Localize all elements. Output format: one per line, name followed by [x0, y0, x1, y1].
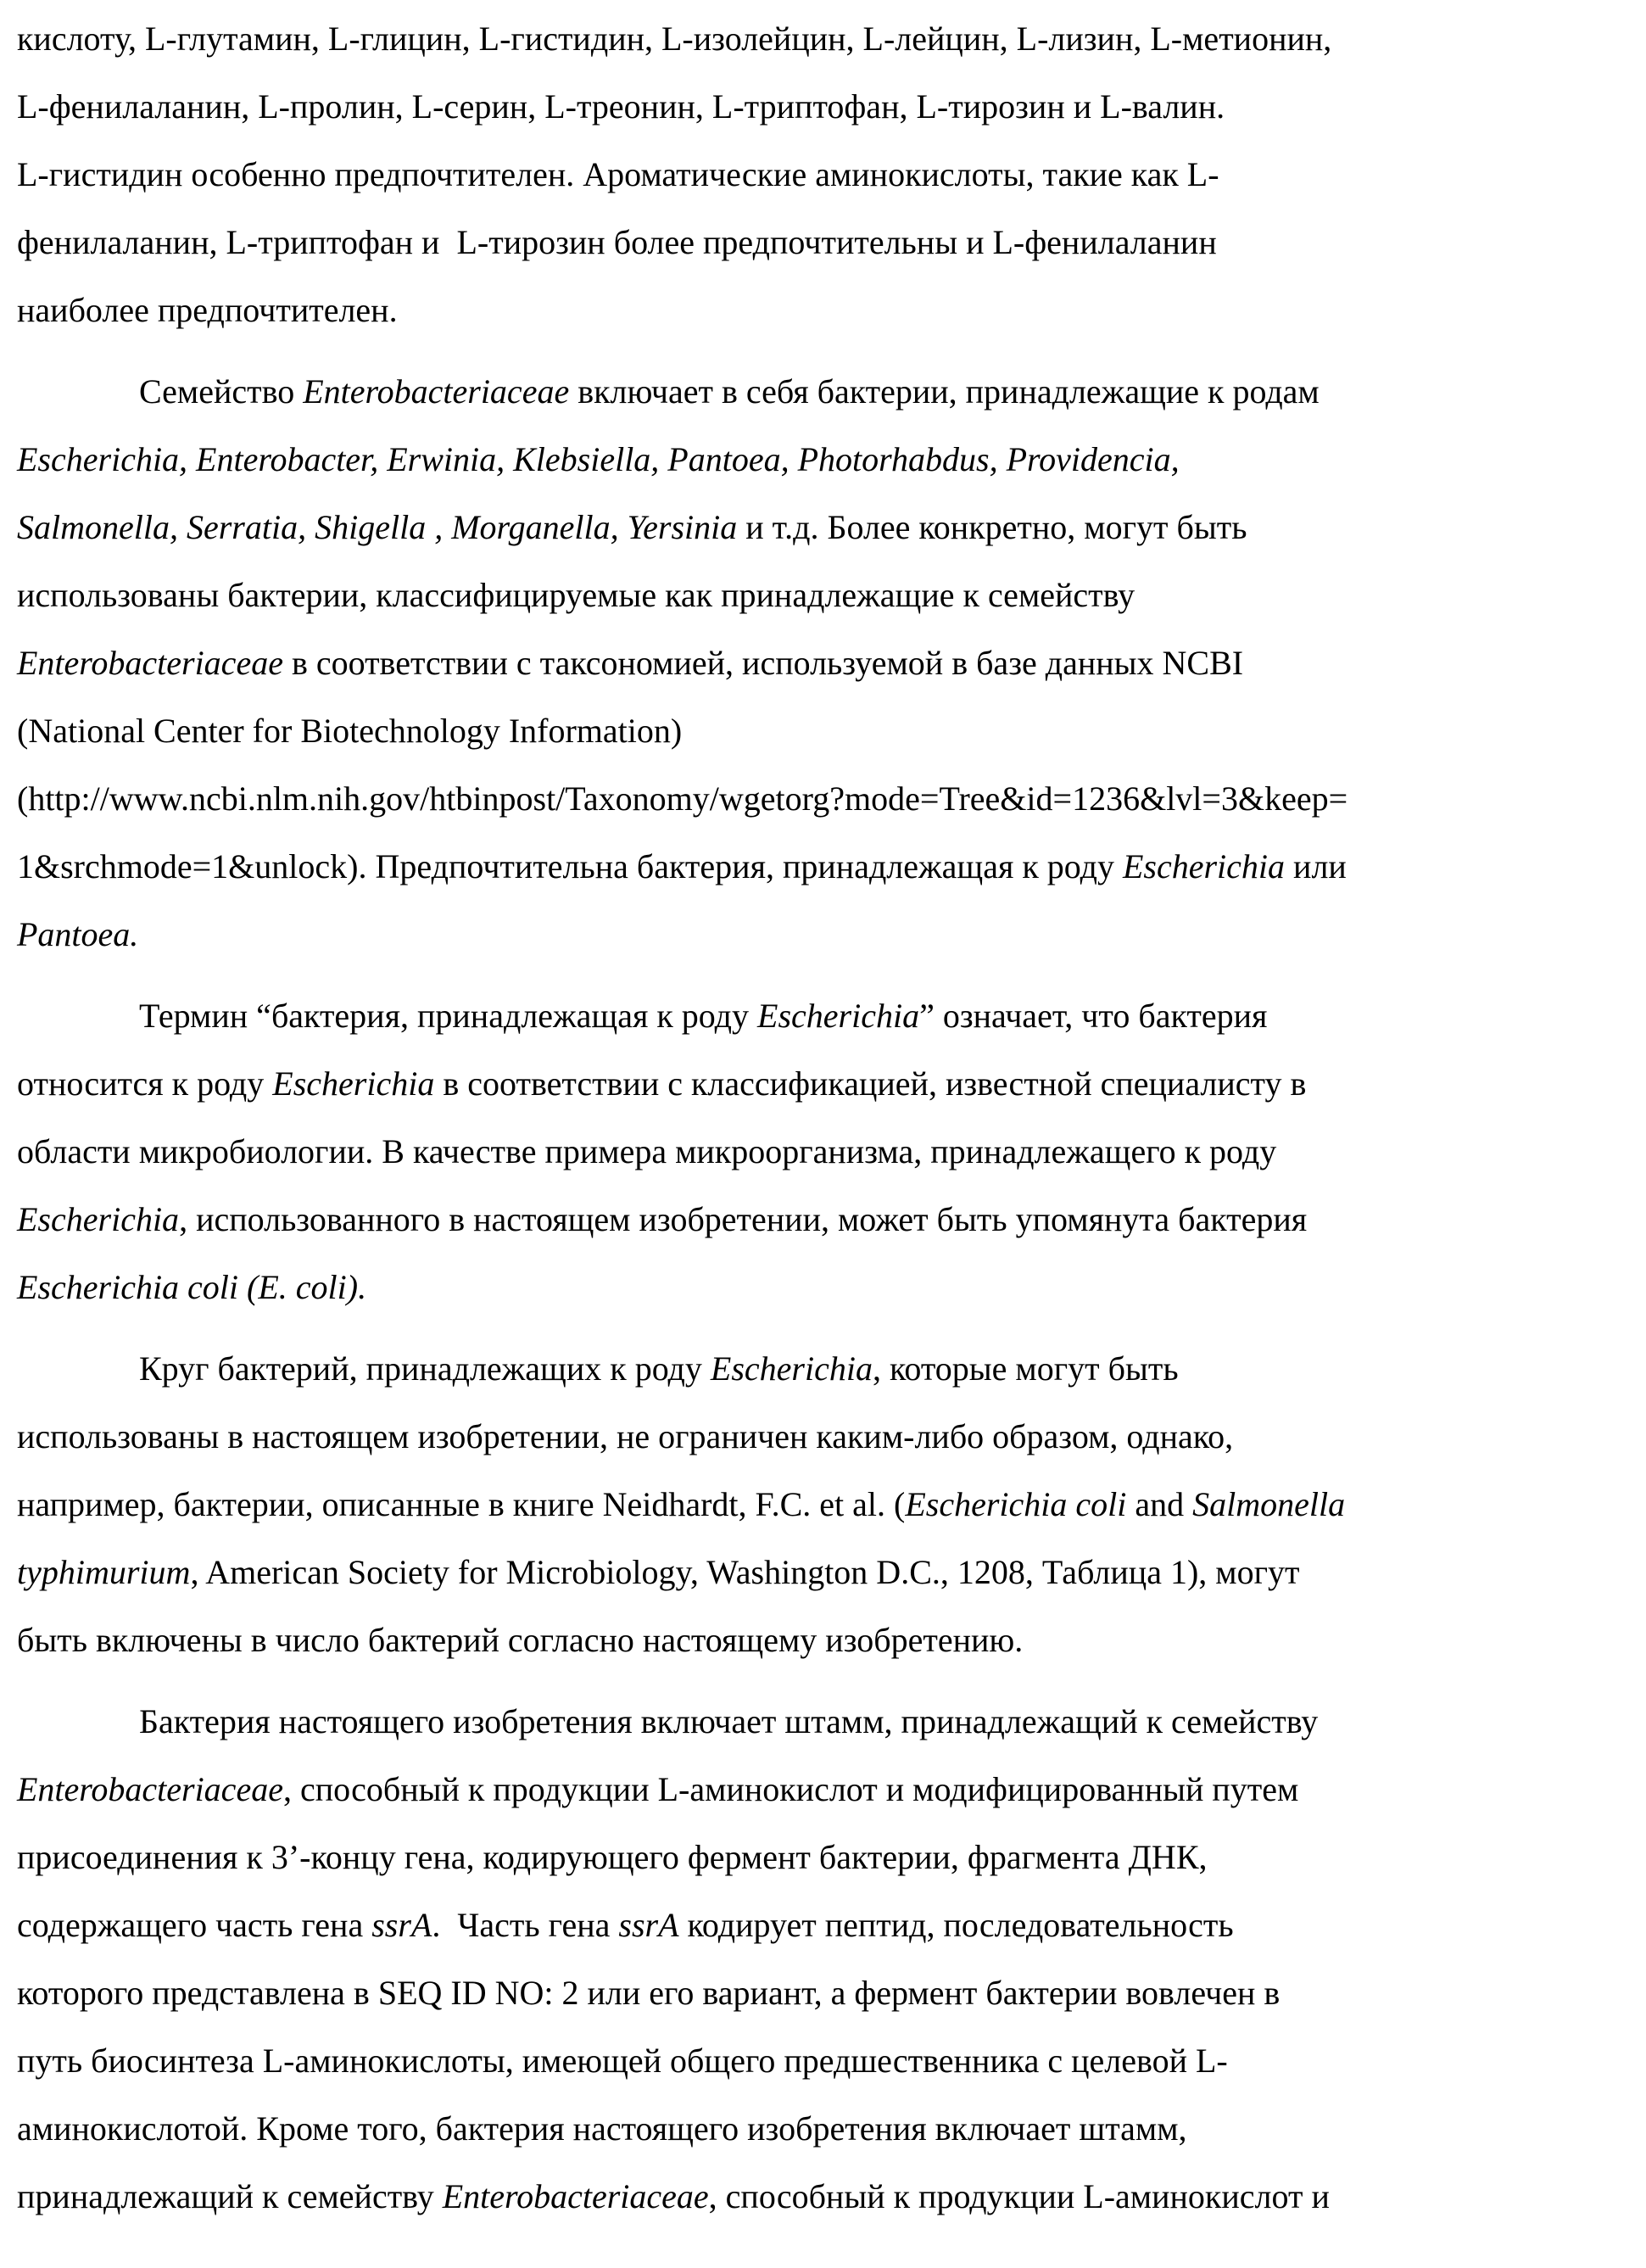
italic-text: Enterobacteriaceae	[303, 372, 569, 411]
text-line	[17, 697, 1641, 765]
italic-text: typhimurium	[17, 1553, 190, 1591]
paragraph	[17, 5, 1641, 344]
text-line	[17, 1824, 1641, 1891]
text-line	[17, 1539, 1641, 1606]
text-line	[17, 277, 1641, 344]
italic-text: Escherichia coli (E. coli).	[17, 1268, 366, 1306]
text-segment: например, бактерии, описанные в книге Neidhardt, F.C. et al. (	[17, 1485, 905, 1523]
text-segment: кодирует пептид, последовательность	[679, 1906, 1234, 1944]
text-segment: быть включены в число бактерий согласно настоящему изобретению.	[17, 1621, 1023, 1659]
text-line	[17, 1254, 1641, 1321]
italic-text: Escherichia	[272, 1064, 434, 1103]
paragraph	[17, 1688, 1641, 2231]
text-line	[17, 141, 1641, 209]
text-segment: в соответствии с классификацией, известной специалисту в	[434, 1064, 1306, 1103]
text-segment: фенилаланин, L-триптофан и L-тирозин более предпочтительны и L-фенилаланин	[17, 223, 1217, 261]
italic-text: Enterobacteriaceae	[443, 2177, 709, 2215]
text-segment: принадлежащий к семейству	[17, 2177, 443, 2215]
text-segment: и т.д. Более конкретно, могут быть	[737, 508, 1247, 546]
text-segment: в соответствии с таксономией, используемой в базе данных NCBI	[283, 644, 1243, 682]
text-line	[17, 982, 1641, 1050]
text-segment: относится к роду	[17, 1064, 272, 1103]
text-line	[17, 5, 1641, 73]
italic-text: Escherichia	[17, 1200, 179, 1238]
text-segment: присоединения к 3’-концу гена, кодирующего фермент бактерии, фрагмента ДНК,	[17, 1838, 1208, 1876]
text-segment: L-фенилаланин, L-пролин, L-серин, L-треонин, L-триптофан, L-тирозин и L-валин.	[17, 87, 1225, 126]
text-segment: Термин “бактерия, принадлежащая к роду	[139, 997, 757, 1035]
text-line	[17, 1688, 1641, 1756]
paragraph	[17, 982, 1641, 1321]
text-line	[17, 1959, 1641, 2027]
italic-text: Escherichia	[757, 997, 919, 1035]
text-segment: , использованного в настоящем изобретении, может быть упомянута бактерия	[179, 1200, 1307, 1238]
text-segment: содержащего часть гена	[17, 1906, 371, 1944]
italic-text: Escherichia	[711, 1349, 873, 1388]
text-segment: (http://www.ncbi.nlm.nih.gov/htbinpost/Taxonomy/wgetorg?mode=Tree&id=1236&lvl=3&keep=	[17, 779, 1347, 818]
text-line	[17, 1756, 1641, 1824]
text-line	[17, 901, 1641, 969]
text-line	[17, 1186, 1641, 1254]
text-line	[17, 2027, 1641, 2095]
text-segment: аминокислотой. Кроме того, бактерия настоящего изобретения включает штамм,	[17, 2109, 1187, 2148]
text-segment: (National Center for Biotechnology Information)	[17, 712, 682, 750]
text-line	[17, 73, 1641, 141]
text-line	[17, 1891, 1641, 1959]
text-segment: , способный к продукции L-аминокислот и модифицированный путем	[283, 1770, 1298, 1808]
text-segment: наиболее предпочтителен.	[17, 291, 398, 329]
text-line	[17, 1403, 1641, 1471]
italic-text: Enterobacteriaceae	[17, 644, 283, 682]
paragraph	[17, 358, 1641, 969]
text-line	[17, 1050, 1641, 1118]
text-segment: 1&srchmode=1&unlock). Предпочтительна бактерия, принадлежащая к роду	[17, 847, 1123, 885]
text-line	[17, 2095, 1641, 2163]
text-segment: and	[1126, 1485, 1192, 1523]
text-segment: Круг бактерий, принадлежащих к роду	[139, 1349, 711, 1388]
text-segment: или	[1285, 847, 1347, 885]
text-line	[17, 833, 1641, 901]
text-line	[17, 358, 1641, 426]
italic-text: Salmonella, Serratia, Shigella , Morganella, Yersinia	[17, 508, 737, 546]
text-line	[17, 426, 1641, 494]
text-line	[17, 1335, 1641, 1403]
italic-text: Pantoea.	[17, 915, 138, 953]
text-segment: области микробиологии. В качестве примера микроорганизма, принадлежащего к роду	[17, 1132, 1276, 1170]
text-line	[17, 1471, 1641, 1539]
text-line	[17, 2163, 1641, 2231]
text-segment: L-гистидин особенно предпочтителен. Ароматические аминокислоты, такие как L-	[17, 155, 1219, 193]
text-line	[17, 494, 1641, 561]
text-segment: , способный к продукции L-аминокислот и	[709, 2177, 1330, 2215]
text-line	[17, 561, 1641, 629]
text-line	[17, 1606, 1641, 1674]
italic-text: Salmonella	[1192, 1485, 1345, 1523]
text-segment: ” означает, что бактерия	[919, 997, 1267, 1035]
text-segment: включает в себя бактерии, принадлежащие к родам	[569, 372, 1320, 411]
text-segment: Семейство	[139, 372, 303, 411]
text-segment: которого представлена в SEQ ID NO: 2 или его вариант, а фермент бактерии вовлечен в	[17, 1974, 1280, 2012]
text-segment: кислоту, L-глутамин, L-глицин, L-гистидин, L-изолейцин, L-лейцин, L-лизин, L-метионин,	[17, 20, 1331, 58]
italic-text: Escherichia	[1123, 847, 1285, 885]
text-segment: использованы бактерии, классифицируемые как принадлежащие к семейству	[17, 576, 1135, 614]
paragraph	[17, 1335, 1641, 1674]
italic-text: Enterobacteriaceae	[17, 1770, 283, 1808]
italic-text: Escherichia, Enterobacter, Erwinia, Klebsiella, Pantoea, Photorhabdus, Providencia,	[17, 440, 1180, 478]
italic-text: ssrA	[618, 1906, 678, 1944]
text-segment: Бактерия настоящего изобретения включает штамм, принадлежащий к семейству	[139, 1702, 1318, 1740]
text-line	[17, 209, 1641, 277]
text-segment: путь биосинтеза L-аминокислоты, имеющей общего предшественника с целевой L-	[17, 2042, 1228, 2080]
text-segment: , которые могут быть	[873, 1349, 1179, 1388]
italic-text: ssrA	[371, 1906, 432, 1944]
text-segment: . Часть гена	[432, 1906, 618, 1944]
text-line	[17, 1118, 1641, 1186]
text-segment: использованы в настоящем изобретении, не ограничен каким-либо образом, однако,	[17, 1417, 1233, 1455]
italic-text: Escherichia coli	[905, 1485, 1126, 1523]
text-line	[17, 629, 1641, 697]
text-segment: , American Society for Microbiology, Washington D.C., 1208, Таблица 1), могут	[190, 1553, 1299, 1591]
document-body	[17, 5, 1641, 2231]
text-line	[17, 765, 1641, 833]
